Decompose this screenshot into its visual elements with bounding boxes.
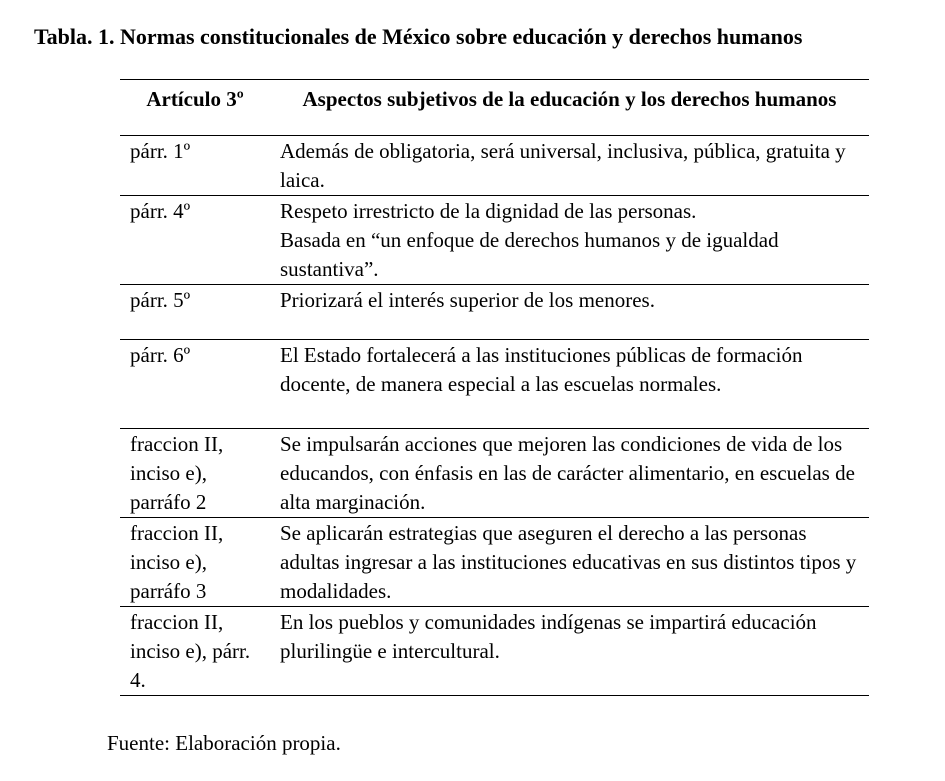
article-cell: párr. 1º: [120, 136, 270, 196]
aspect-cell: Priorizará el interés superior de los menores.: [270, 285, 869, 340]
aspect-cell: Se impulsarán acciones que mejoren las condiciones de vida de los educandos, con énfasis en las de carácter alimentario, en escuelas de alta marginación.: [270, 429, 869, 518]
aspect-cell: Se aplicarán estrategias que aseguren el derecho a las personas adultas ingresar a las instituciones educativas en sus distintos tipos y modalidades.: [270, 518, 869, 607]
norms-table: [120, 79, 869, 696]
aspect-cell: Respeto irrestricto de la dignidad de las personas. Basada en “un enfoque de derechos humanos y de igualdad sustantiva”.: [270, 196, 869, 285]
table-header-row: [120, 80, 869, 136]
article-cell: fraccion II, inciso e), párr. 4.: [120, 607, 270, 696]
table-row: [120, 136, 869, 196]
article-cell: párr. 5º: [120, 285, 270, 340]
header-article: Artículo 3º: [120, 80, 270, 136]
table-title: Tabla. 1. Normas constitucionales de México sobre educación y derechos humanos: [34, 24, 803, 49]
aspect-cell: En los pueblos y comunidades indígenas se impartirá educación plurilingüe e intercultural.: [270, 607, 869, 696]
header-aspects: Aspectos subjetivos de la educación y los derechos humanos: [270, 80, 869, 136]
table-row: [120, 518, 869, 607]
article-cell: fraccion II, inciso e), parráfo 2: [120, 429, 270, 518]
article-cell: fraccion II, inciso e), parráfo 3: [120, 518, 270, 607]
aspect-cell: Además de obligatoria, será universal, inclusiva, pública, gratuita y laica.: [270, 136, 869, 196]
table-row: [120, 607, 869, 696]
aspect-cell: El Estado fortalecerá a las instituciones públicas de formación docente, de manera especial a las escuelas normales.: [270, 340, 869, 429]
table-row: [120, 429, 869, 518]
table-row: [120, 340, 869, 429]
table-row: [120, 285, 869, 340]
table-row: [120, 196, 869, 285]
source-note: Fuente: Elaboración propia.: [107, 731, 341, 755]
article-cell: párr. 4º: [120, 196, 270, 285]
article-cell: párr. 6º: [120, 340, 270, 429]
